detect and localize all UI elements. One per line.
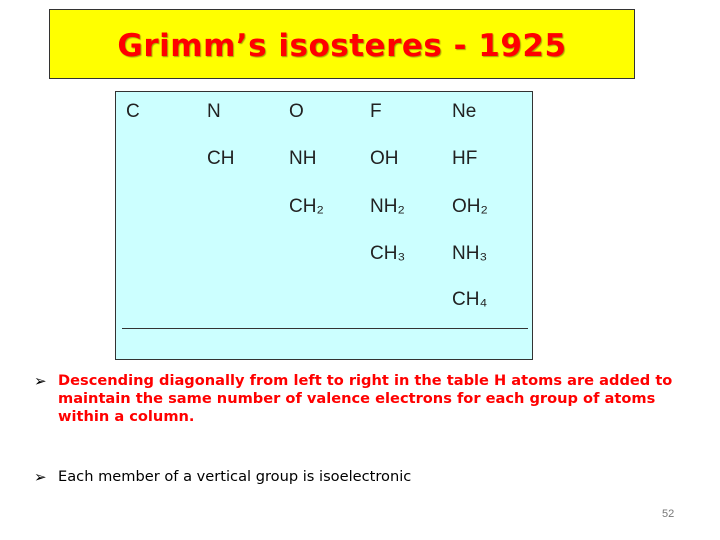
table-bottom-rule (122, 328, 528, 329)
bullet-text: Descending diagonally from left to right in the table H atoms are added to maintain the same number of valence electrons for each group of atoms within a column. (58, 372, 673, 425)
title-banner (49, 9, 635, 79)
table-cell-r0-c3: F (370, 101, 382, 122)
table-cell-r1-c1: CH (207, 148, 235, 169)
table-cell-r4-c4: CH₄ (452, 289, 488, 310)
table-cell-r1-c4: HF (452, 148, 478, 169)
bullet-text: Each member of a vertical group is isoelectronic (58, 468, 412, 485)
table-cell-r3-c4: NH₃ (452, 243, 488, 264)
table-cell-r2-c3: NH₂ (370, 196, 405, 217)
slide-title: Grimm’s isosteres - 1925 (117, 28, 567, 64)
table-cell-r3-c3: CH₃ (370, 243, 406, 264)
bullet-item (34, 468, 684, 486)
table-cell-r0-c2: O (289, 101, 304, 122)
table-cell-r0-c0: C (126, 101, 140, 122)
table-cell-r2-c2: CH₂ (289, 196, 324, 217)
table-cell-r1-c2: NH (289, 148, 317, 169)
table-cell-r2-c4: OH₂ (452, 196, 488, 217)
table-cell-r1-c3: OH (370, 148, 399, 169)
arrow-bullet-icon: ➢ (34, 468, 47, 486)
page-number: 52 (662, 508, 675, 520)
table-cell-r0-c1: N (207, 101, 221, 122)
table-cell-r0-c4: Ne (452, 101, 477, 122)
isostere-table (115, 91, 533, 360)
bullet-item (34, 372, 684, 426)
arrow-bullet-icon: ➢ (34, 372, 47, 390)
